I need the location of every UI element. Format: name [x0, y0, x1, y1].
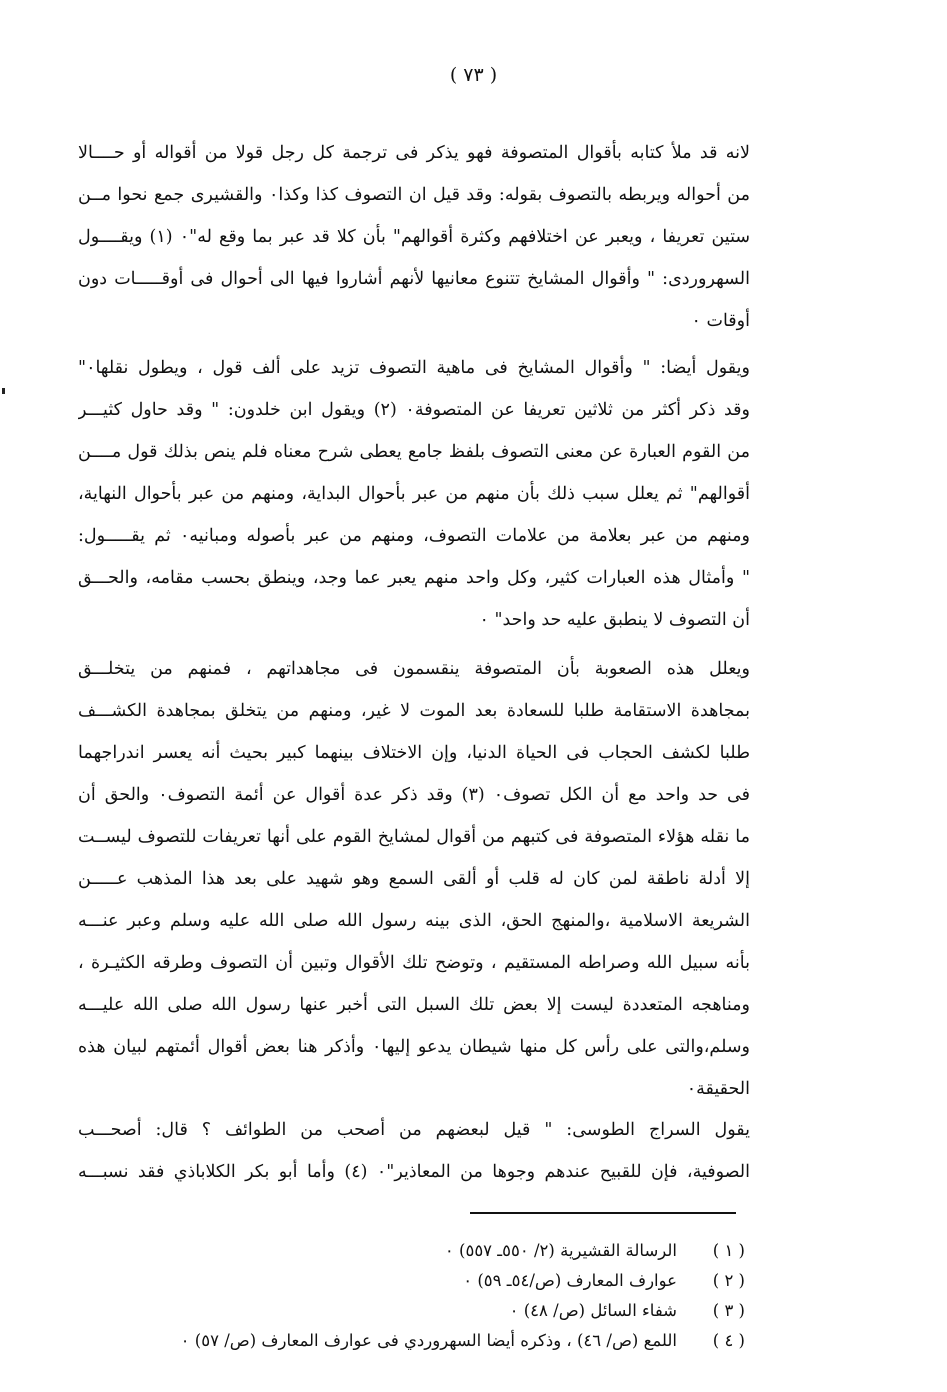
footnote-2	[200, 1266, 745, 1296]
paragraph-2	[78, 347, 750, 641]
footnote-text: شفاء السائل (ص/ ٤٨) ٠	[509, 1301, 677, 1320]
text-line: بمجاهدة الاستقامة طلبا للسعادة بعد الموت لا غير، ومنهم من يتخلق بمجاهدة الكشـــف	[78, 701, 750, 721]
text-line: ومنهم من عبر بعلامة من علامات التصوف، ومنهم من عبر بأصوله ومبانيه٠ ثم يقـــــول:	[78, 526, 750, 546]
text-line: فى حد واحد مع أن الكل تصوف٠ (٣) وقد ذكر عدة أقوال عن أئمة التصوف٠ والحق أن	[78, 785, 750, 805]
footnotes	[180, 1236, 745, 1356]
text-line: الحقيقة٠	[686, 1079, 750, 1099]
footnote-3	[200, 1296, 745, 1326]
footnote-text: اللمع (ص/ ٤٦) ، وذكره أيضا السهروردي فى عوارف المعارف (ص/ ٥٧) ٠	[180, 1331, 677, 1350]
footnote-4	[180, 1326, 745, 1356]
text-line: إلا أدلة ناطقة لمن كان له قلب أو ألقى السمع وهو شهيد على بعد هذا المذهب عـــــن	[78, 869, 750, 889]
scan-edge-mark	[2, 388, 5, 394]
footnote-number: ( ١ )	[712, 1241, 745, 1260]
text-line: طلبا لكشف الحجاب فى الحياة الدنيا، وإن الاختلاف بينهما كبير بحيث أنه يعسر اندراجهما	[78, 743, 750, 763]
text-line: ما نقله هؤلاء المتصوفة فى كتبهم من أقوال لمشايخ القوم على أنها تعريفات للتصوف ليســت	[78, 827, 750, 847]
text-line: ستين تعريفا ، ويعبر عن اختلافهم وكثرة أقوالهم" بأن كلا قد عبر بما وقع له"٠ (١) ويقــــول	[78, 227, 750, 247]
text-line: ويعلل هذه الصعوبة بأن المتصوفة ينقسمون فى مجاهداتهم ، فمنهم من يتخلـــق	[78, 659, 750, 679]
paragraph-3	[78, 648, 750, 1110]
footnote-text: عوارف المعارف (ص/٥٤ـ ٥٩) ٠	[463, 1271, 677, 1290]
text-line: لانه قد ملأ كتابه بأقوال المتصوفة فهو يذكر فى ترجمة كل رجل قولا من أقواله أو حــــالا	[78, 143, 750, 163]
text-line: من القوم العبارة عن معنى التصوف بلفظ جامع يعطى شرح معناه فلم ينص بذلك قول مــــن	[78, 442, 750, 462]
text-line: الصوفية، فإن للقبيح عندهم وجوها من المعاذير"٠ (٤) وأما أبو بكر الكلاباذي فقد نسبـــه	[78, 1162, 750, 1182]
text-line: وقد ذكر أكثر من ثلاثين تعريفا عن المتصوفة٠ (٢) ويقول ابن خلدون: " وقد حاول كثيـــر	[78, 400, 750, 420]
text-line: وسلم،والتى على رأس كل منها شيطان يدعو إليها٠ وأذكر هنا بعض أقوال أئمتهم لبيان هذه	[78, 1037, 750, 1057]
footnote-number: ( ٢ )	[712, 1271, 745, 1290]
text-line: " وأمثال هذه العبارات كثير، وكل واحد منهم يعبر عما وجد، وينطق بحسب مقامه، والحـــق	[78, 568, 750, 588]
text-line: أن التصوف لا ينطبق عليه حد واحد" ٠	[479, 610, 750, 630]
footnote-number: ( ٣ )	[712, 1301, 745, 1320]
footnote-separator	[470, 1212, 736, 1214]
footnote-number: ( ٤ )	[712, 1331, 745, 1350]
text-line: الشريعة الاسلامية ،والمنهج الحق، الذى بينه رسول الله صلى الله عليه وسلم وعبر عنـــه	[78, 911, 750, 931]
text-line: أوقات ٠	[691, 311, 750, 331]
footnote-1	[200, 1236, 745, 1266]
text-line: السهروردى: " وأقوال المشايخ تتنوع معانيها لأنهم أشاروا فيها الى أحوال فى أوقـــــات دون	[78, 269, 750, 289]
text-line: من أحواله ويربطه بالتصوف بقوله: وقد قيل ان التصوف كذا وكذا٠ والقشيرى جمع نحوا مــن	[78, 185, 750, 205]
text-line: بأنه سبيل الله وصراطه المستقيم ، وتوضح تلك الأقوال وتبين أن التصوف وطرقه الكثيـرة ،	[78, 953, 750, 973]
text-line: أقوالهم" ثم يعلل سبب ذلك بأن منهم من عبر بأحوال البداية، ومنهم من عبر بأحوال النهاية،	[78, 484, 750, 504]
text-line: ويقول أيضا: " وأقوال المشايخ فى ماهية التصوف تزيد على ألف قول ، ويطول نقلها٠"	[78, 358, 750, 378]
text-line: يقول السراج الطوسى: " قيل لبعضهم من أصحب من الطوائف ؟ قال: أصحـــب	[78, 1120, 750, 1140]
paragraph-1	[78, 132, 750, 342]
text-line: ومناهجه المتعددة ليست إلا بعض تلك السبل التى أخبر عنها رسول الله صلى الله عليـــه	[78, 995, 750, 1015]
footnote-text: الرسالة القشيرية (٢/ ٥٥٠ـ ٥٥٧) ٠	[444, 1241, 677, 1260]
paragraph-4	[78, 1109, 750, 1193]
page-number: ( ٧٣ )	[449, 64, 498, 86]
